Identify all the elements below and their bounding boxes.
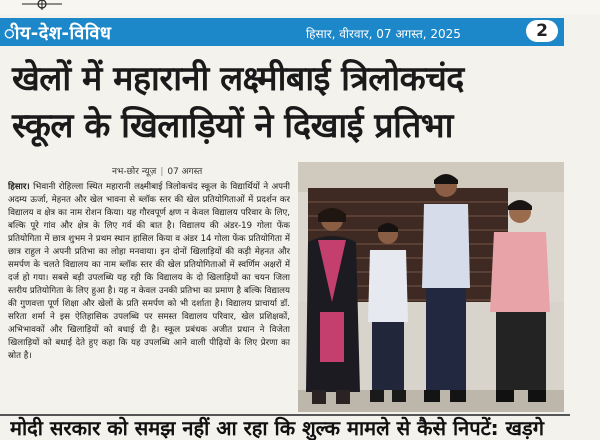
headline-line-1: खेलों में महारानी लक्ष्मीबाई त्रिलोकचंद	[12, 59, 464, 99]
headline-line-2: स्कूल के खिलाड़ियों ने दिखाई प्रतिभा	[12, 106, 453, 146]
registration-mark-icon	[22, 0, 62, 12]
page-number-badge: 2	[526, 20, 558, 42]
byline	[112, 164, 202, 177]
article-headline	[12, 56, 572, 150]
section-title: ीय-देश-विविध	[4, 23, 112, 44]
byline-separator: |	[160, 167, 164, 177]
person-student-tall	[422, 174, 470, 402]
article-dateline: हिसार।	[8, 182, 30, 192]
section-masthead	[0, 18, 564, 46]
article-photo	[298, 162, 564, 412]
top-margin	[0, 0, 600, 14]
next-story-headline: मोदी सरकार को समझ नहीं आ रहा कि शुल्क मामले से कैसे निपटें: खड़गे	[10, 416, 544, 440]
byline-date: 07 अगस्त	[167, 167, 203, 177]
byline-source: नभ-छोर न्यूज़	[112, 167, 157, 177]
masthead-dateline: हिसार, वीरवार, 07 अगस्त, 2025	[306, 27, 461, 41]
group-photo-illustration	[298, 162, 564, 412]
article-body	[8, 181, 290, 415]
article-body-text: भिवानी रोहिल्ला स्थित महारानी लक्ष्मीबाई त्रिलोकचंद स्कूल के विद्यार्थियों ने अपनी अदम्य ऊर्जा, मेहनत और खेल भावना से ब्लॉक स्तर की खेल प्रतियोगिताओं में प्रदर्शन कर विद्यालय व क्षेत्र का नाम रोशन किया। यह गौरवपूर्ण क्षण न केवल विद्यालय परिवार के लिए, बल्कि पूरे गांव और क्षेत्र के लिए गर्व की बात है। विद्यालय की अंडर-19 गोला फेंक प्रतियोगिता में छात्र शुभम ने प्रथम स्थान हासिल किया व अंडर 14 गोला फेंक प्रतियोगिता में छात्र राहुल ने अपनी प्रतिभा का लोहा मनवाया। इन दोनों खिलाड़ियों की कड़ी मेहनत और समर्पण के चलते विद्यालय का नाम ब्लॉक स्तर की खेल प्रतियोगिताओं में स्वर्णिम अक्षरों में दर्ज हो गया। सबसे बड़ी उपलब्धि यह रही कि विद्यालय के दो खिलाड़ियों का चयन जिला स्तरीय प्रतियोगिता के लिए हुआ है। यह न केवल उनकी प्रतिभा का प्रमाण है बल्कि विद्यालय की गुणवत्ता पूर्ण शिक्षा और खेलों के प्रति समर्पण को भी दर्शाता है। विद्यालय प्राचार्या डॉ. सरिता शर्मा ने इस ऐतिहासिक उपलब्धि पर समस्त विद्यालय परिवार, खेल प्रशिक्षकों, अभिभावकों और खिलाड़ियों को बधाई दी है। स्कूल प्रबंधक अजीत प्रधान ने विजेता खिलाड़ियों को बधाई देते हुए कहा कि यह उपलब्धि आने वाली पीढ़ियों के लिए प्रेरणा का स्रोत है।	[8, 182, 290, 361]
